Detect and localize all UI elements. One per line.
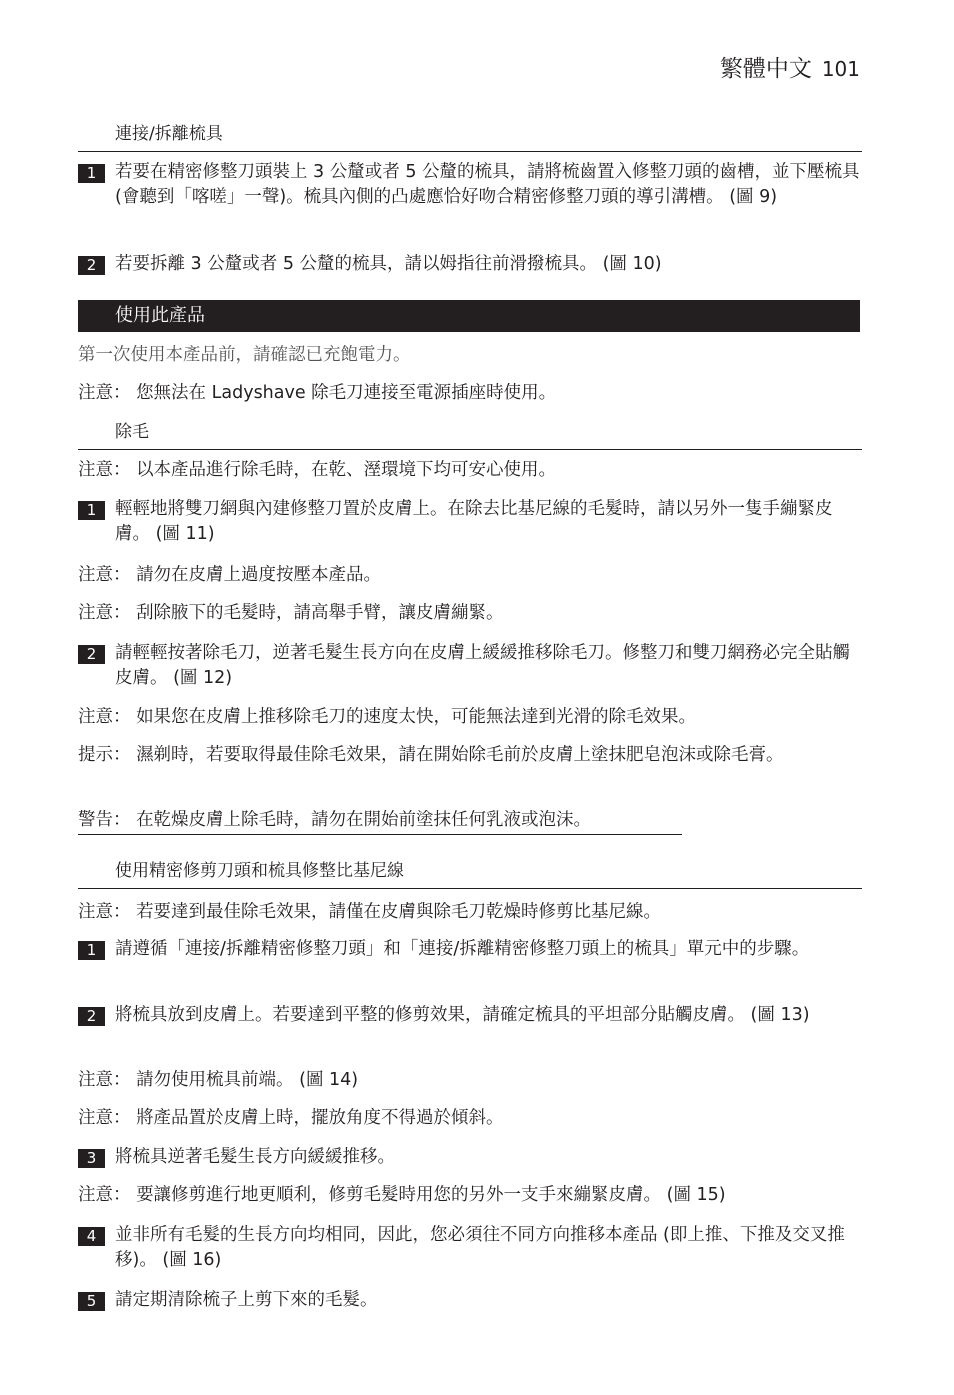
step-number-badge: 3	[78, 1149, 105, 1168]
note-paragraph: 注意： 要讓修剪進行地更順利，修剪毛髮時用您的另外一支手來繃緊皮膚。 (圖 15)	[78, 1185, 726, 1205]
step-number-badge: 2	[78, 1007, 105, 1026]
page-number: 101	[821, 57, 860, 81]
step-number-badge: 1	[78, 941, 105, 960]
tip-paragraph: 提示： 濕剃時，若要取得最佳除毛效果，請在開始除毛前於皮膚上塗抹肥皂泡沫或除毛膏。	[78, 745, 784, 765]
note-paragraph: 注意： 若要達到最佳除毛效果，請僅在皮膚與除毛刀乾燥時修剪比基尼線。	[78, 902, 662, 922]
step-number-badge: 2	[78, 645, 105, 664]
step-text: 輕輕地將雙刀網與內建修整刀置於皮膚上。在除去比基尼線的毛髮時，請以另外一隻手繃緊皮膚。 (圖 11)	[115, 499, 833, 544]
intro-paragraph: 第一次使用本產品前，請確認已充飽電力。	[78, 345, 411, 365]
step-number-badge: 5	[78, 1292, 105, 1311]
step-text: 請遵循「連接/拆離精密修整刀頭」和「連接/拆離精密修整刀頭上的梳具」單元中的步驟。	[115, 939, 810, 959]
warning-underline	[78, 834, 682, 835]
step-number-badge: 1	[78, 164, 105, 183]
warning-paragraph: 警告： 在乾燥皮膚上除毛時，請勿在開始前塗抹任何乳液或泡沫。	[78, 810, 592, 830]
note-paragraph: 注意： 您無法在 Ladyshave 除毛刀連接至電源插座時使用。	[78, 383, 557, 403]
step-text: 若要在精密修整刀頭裝上 3 公釐或者 5 公釐的梳具，請將梳齒置入修整刀頭的齒槽，並下壓梳具 (會聽到「喀嗟」一聲)。梳具內側的凸處應恰好吻合精密修整刀頭的導引溝槽。 (圖 9)	[115, 162, 860, 207]
step-text: 並非所有毛髮的生長方向均相同，因此，您必須往不同方向推移本產品 (即上推、下推及交叉推移)。 (圖 16)	[115, 1225, 845, 1270]
page-header	[720, 50, 860, 83]
step-text: 將梳具逆著毛髮生長方向緩緩推移。	[115, 1147, 395, 1167]
step-number-badge: 1	[78, 501, 105, 520]
note-paragraph: 注意： 如果您在皮膚上推移除毛刀的速度太快，可能無法達到光滑的除毛效果。	[78, 707, 697, 727]
section-heading-bikini-trim: 使用精密修剪刀頭和梳具修整比基尼線	[78, 859, 862, 889]
section-bar-using-product: 使用此產品	[78, 300, 860, 332]
step-number-badge: 2	[78, 256, 105, 275]
language-label: 繁體中文	[719, 56, 812, 82]
step-text: 將梳具放到皮膚上。若要達到平整的修剪效果，請確定梳具的平坦部分貼觸皮膚。 (圖 13)	[115, 1005, 810, 1025]
section-heading-attach-comb: 連接/拆離梳具	[78, 122, 862, 152]
step-number-badge: 4	[78, 1227, 105, 1246]
note-paragraph: 注意： 請勿在皮膚上過度按壓本產品。	[78, 565, 382, 585]
step-text: 請輕輕按著除毛刀，逆著毛髮生長方向在皮膚上緩緩推移除毛刀。修整刀和雙刀網務必完全貼觸皮膚。 (圖 12)	[115, 643, 850, 688]
step-text: 請定期清除梳子上剪下來的毛髮。	[115, 1290, 378, 1310]
section-heading-hair-removal: 除毛	[78, 420, 862, 450]
step-text: 若要拆離 3 公釐或者 5 公釐的梳具，請以姆指往前滑撥梳具。 (圖 10)	[115, 254, 662, 274]
note-paragraph: 注意： 以本產品進行除毛時，在乾、溼環境下均可安心使用。	[78, 460, 557, 480]
note-paragraph: 注意： 請勿使用梳具前端。 (圖 14)	[78, 1070, 359, 1090]
note-paragraph: 注意： 將產品置於皮膚上時，擺放角度不得過於傾斜。	[78, 1108, 504, 1128]
note-paragraph: 注意： 刮除腋下的毛髮時，請高舉手臂，讓皮膚繃緊。	[78, 603, 504, 623]
